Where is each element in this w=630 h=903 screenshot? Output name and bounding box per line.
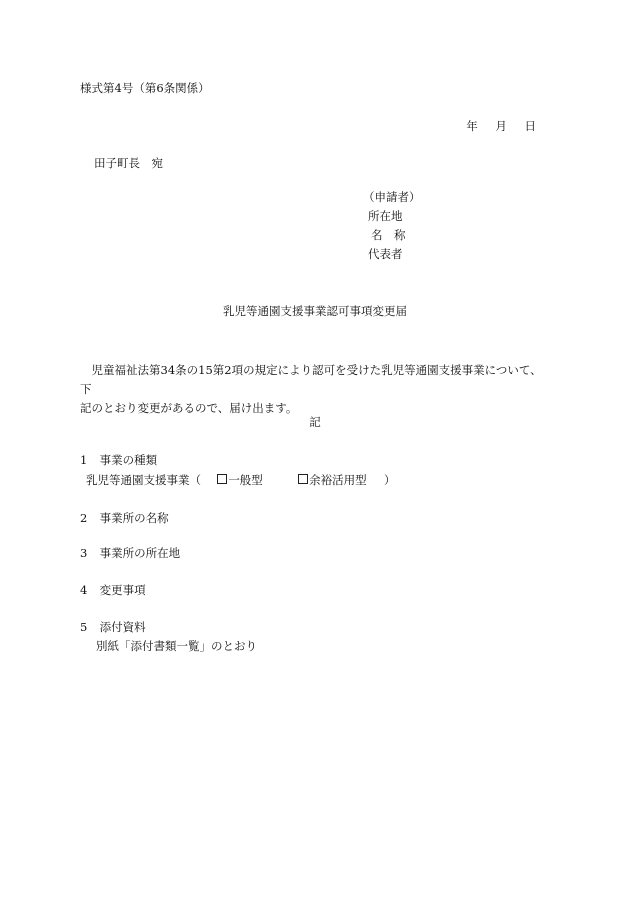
item-1-suffix: ） [383,473,396,487]
item-label: 添付資料 [99,620,146,634]
option-general: 一般型 [228,473,263,487]
applicant-header: （申請者） [363,190,421,204]
date-day: 日 [524,119,536,133]
date-month: 月 [495,119,507,133]
item-number: 5 [80,620,88,634]
name-label: 名 称 [371,228,406,242]
item-number: 2 [80,511,88,525]
address-label: 所在地 [368,209,403,223]
representative-label: 代表者 [368,247,403,261]
form-number: 様式第4号（第6条関係） [80,81,210,95]
item-5 [80,622,146,634]
item-1-detail [86,474,395,487]
item-number: 1 [80,453,88,467]
item-label: 変更事項 [99,583,146,597]
item-label: 事業の種類 [99,453,158,467]
date-year: 年 [466,119,478,133]
item-1 [80,455,157,467]
item-2 [80,513,169,525]
option-surplus: 余裕活用型 [309,473,367,487]
date-line [466,121,536,133]
item-4 [80,585,146,597]
applicant-block [363,190,421,268]
body-line-1: 児童福祉法第34条の15第2項の規定により認可を受けた乳児等通園支援事業について、下 [80,363,542,396]
body-paragraph [80,361,550,418]
item-number: 3 [80,546,88,560]
item-number: 4 [80,583,88,597]
item-5-detail: 別紙「添付書類一覧」のとおり [96,639,257,653]
checkbox-general[interactable] [217,474,227,484]
item-label: 事業所の名称 [99,511,169,525]
item-label: 事業所の所在地 [99,546,181,560]
item-3 [80,548,180,560]
addressee: 田子町長 宛 [94,156,163,170]
document-title: 乳児等通園支援事業認可事項変更届 [223,304,407,318]
item-1-prefix: 乳児等通園支援事業（ [86,473,201,487]
checkbox-surplus[interactable] [298,474,308,484]
ki-heading: 記 [309,415,321,429]
body-line-2: 記のとおり変更があるので、届け出ます。 [80,401,298,415]
